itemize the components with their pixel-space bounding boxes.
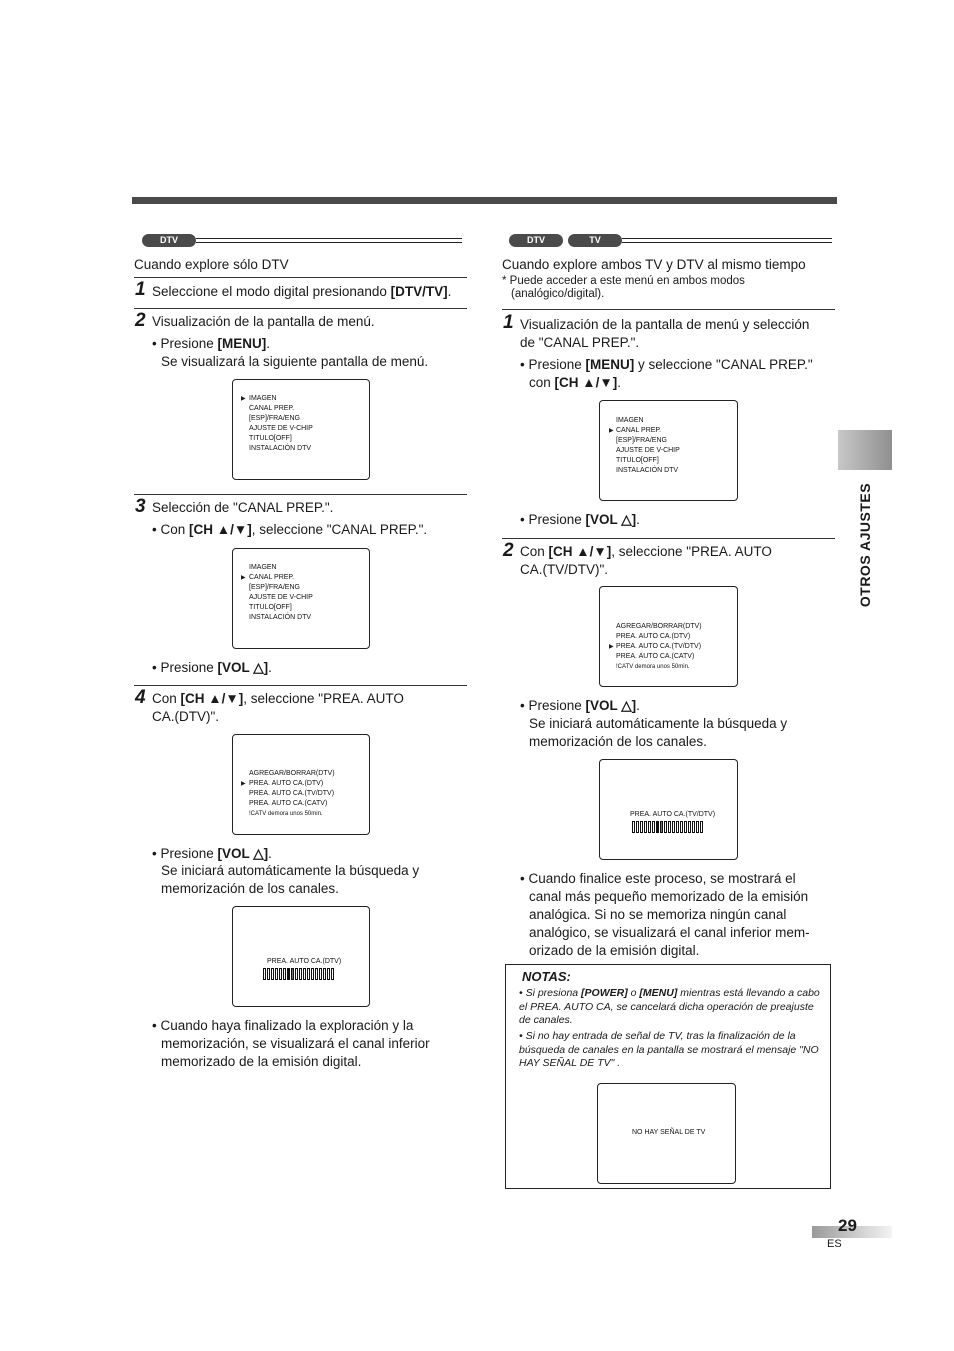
right-press-vol-2: • Presione [VOL △]. — [520, 698, 640, 713]
dtv-tag: DTV — [509, 234, 563, 247]
left-step2-sub: Se visualizará la siguiente pantalla de menú. — [161, 354, 429, 369]
right-step1-text-2: de "CANAL PREP.". — [520, 335, 640, 350]
left-step2-text: Visualización de la pantalla de menú. — [152, 314, 375, 329]
left-step2-bullet: • Presione [MENU]. — [152, 336, 271, 351]
right-menu-screen-1: ▶ IMAGEN CANAL PREP. [ESP]/FRA/ENG AJUSTE DE V-CHIP TITULO[OFF] INSTALACIÓN DTV — [599, 400, 738, 501]
left-final-1: • Cuando haya finalizado la exploración y la — [152, 1018, 414, 1033]
right-step2-number: 2 — [503, 540, 514, 561]
left-step3-number: 3 — [135, 496, 146, 517]
left-step3-bullet: • Con [CH ▲/▼], seleccione "CANAL PREP.". — [152, 522, 428, 537]
right-step2-text: Con [CH ▲/▼], seleccione "PREA. AUTO — [520, 544, 772, 559]
right-search-line-2: memorización de los canales. — [529, 734, 707, 749]
page-language: ES — [827, 1238, 842, 1250]
left-step3-text: Selección de "CANAL PREP.". — [152, 500, 334, 515]
right-step1-bullet-2: con [CH ▲/▼]. — [529, 375, 622, 390]
left-menu-screen-3: ▶ AGREGAR/BORRAR(DTV) PREA. AUTO CA.(DTV) PREA. AUTO CA.(TV/DTV) PREA. AUTO CA.(CATV) !CATV demora unos 50min. — [232, 734, 370, 835]
left-final-2: memorización, se visualizará el canal inferior — [161, 1036, 430, 1051]
scan-progress-bar — [263, 968, 334, 980]
left-step4-text: Con [CH ▲/▼], seleccione "PREA. AUTO — [152, 691, 404, 706]
page-number: 29 — [838, 1216, 857, 1235]
left-intro: Cuando explore sólo DTV — [134, 257, 289, 272]
right-step2-text-2: CA.(TV/DTV)". — [520, 562, 609, 577]
side-tab-marker — [838, 430, 892, 470]
right-note-2: (analógico/digital). — [511, 288, 605, 300]
left-press-vol-2: • Presione [VOL △]. — [152, 846, 272, 861]
right-final-3: analógica. Si no se memoriza ningún canal — [529, 907, 787, 922]
left-step4-text-2: CA.(DTV)". — [152, 709, 220, 724]
left-search-line-2: memorización de los canales. — [161, 881, 339, 896]
tv-tag: TV — [568, 234, 622, 247]
right-step1-text: Visualización de la pantalla de menú y selección — [520, 317, 810, 332]
top-rule — [132, 197, 837, 204]
left-press-vol: • Presione [VOL △]. — [152, 660, 272, 675]
right-search-line-1: Se iniciará automáticamente la búsqueda y — [529, 716, 788, 731]
left-menu-screen-2: ▶ IMAGEN CANAL PREP. [ESP]/FRA/ENG AJUSTE DE V-CHIP TITULO[OFF] INSTALACIÓN DTV — [232, 548, 370, 649]
right-step1-number: 1 — [503, 312, 514, 333]
right-final-1: • Cuando finalice este proceso, se mostrará el — [520, 871, 796, 886]
right-step1-bullet: • Presione [MENU] y seleccione "CANAL PREP." — [520, 357, 813, 372]
notes-title: NOTAS: — [522, 969, 571, 984]
right-final-2: canal más pequeño memorizado de la emisión — [529, 889, 809, 904]
left-step1-text: Seleccione el modo digital presionando [DTV/TV]. — [152, 284, 452, 299]
right-note-1: * Puede acceder a este menú en ambos modos — [502, 275, 745, 287]
note-item-2: • Si no hay entrada de señal de TV, tras la finalización de la búsqueda de canales en la pantalla se mostrará el mensaje "NO HAY SEÑAL DE TV" . — [519, 1030, 819, 1069]
scan-progress-bar — [632, 821, 703, 833]
left-search-line-1: Se iniciará automáticamente la búsqueda y — [161, 863, 420, 878]
right-press-vol: • Presione [VOL △]. — [520, 512, 640, 527]
left-step1-number: 1 — [135, 279, 146, 300]
left-step4-number: 4 — [135, 687, 146, 708]
right-menu-screen-2: ▶ AGREGAR/BORRAR(DTV) PREA. AUTO CA.(DTV) PREA. AUTO CA.(TV/DTV) PREA. AUTO CA.(CATV) !CATV demora unos 50min. — [599, 586, 738, 687]
left-step2-number: 2 — [135, 310, 146, 331]
side-tab-label: OTROS AJUSTES — [857, 482, 873, 608]
right-mode-header — [507, 234, 832, 248]
left-progress-screen: PREA. AUTO CA.(DTV) — [232, 906, 370, 1007]
right-final-5: orizado de la emisión digital. — [529, 943, 700, 958]
no-signal-screen: NO HAY SEÑAL DE TV — [597, 1083, 736, 1184]
left-mode-header — [140, 234, 465, 248]
right-intro: Cuando explore ambos TV y DTV al mismo tiempo — [502, 257, 806, 272]
dtv-tag: DTV — [142, 234, 196, 247]
left-final-3: memorizado de la emisión digital. — [161, 1054, 362, 1069]
right-progress-screen: PREA. AUTO CA.(TV/DTV) — [599, 759, 738, 860]
notes-box — [505, 964, 831, 1189]
right-final-4: analógico, se visualizará el canal inferior mem- — [529, 925, 810, 940]
note-item-1: • Si presiona [POWER] o [MENU] mientras está llevando a cabo el PREA. AUTO CA, se cancelará dicha operación de preajuste de canales. — [519, 987, 820, 1026]
left-menu-screen-1: ▶ IMAGEN CANAL PREP. [ESP]/FRA/ENG AJUSTE DE V-CHIP TITULO[OFF] INSTALACIÓN DTV — [232, 379, 370, 480]
